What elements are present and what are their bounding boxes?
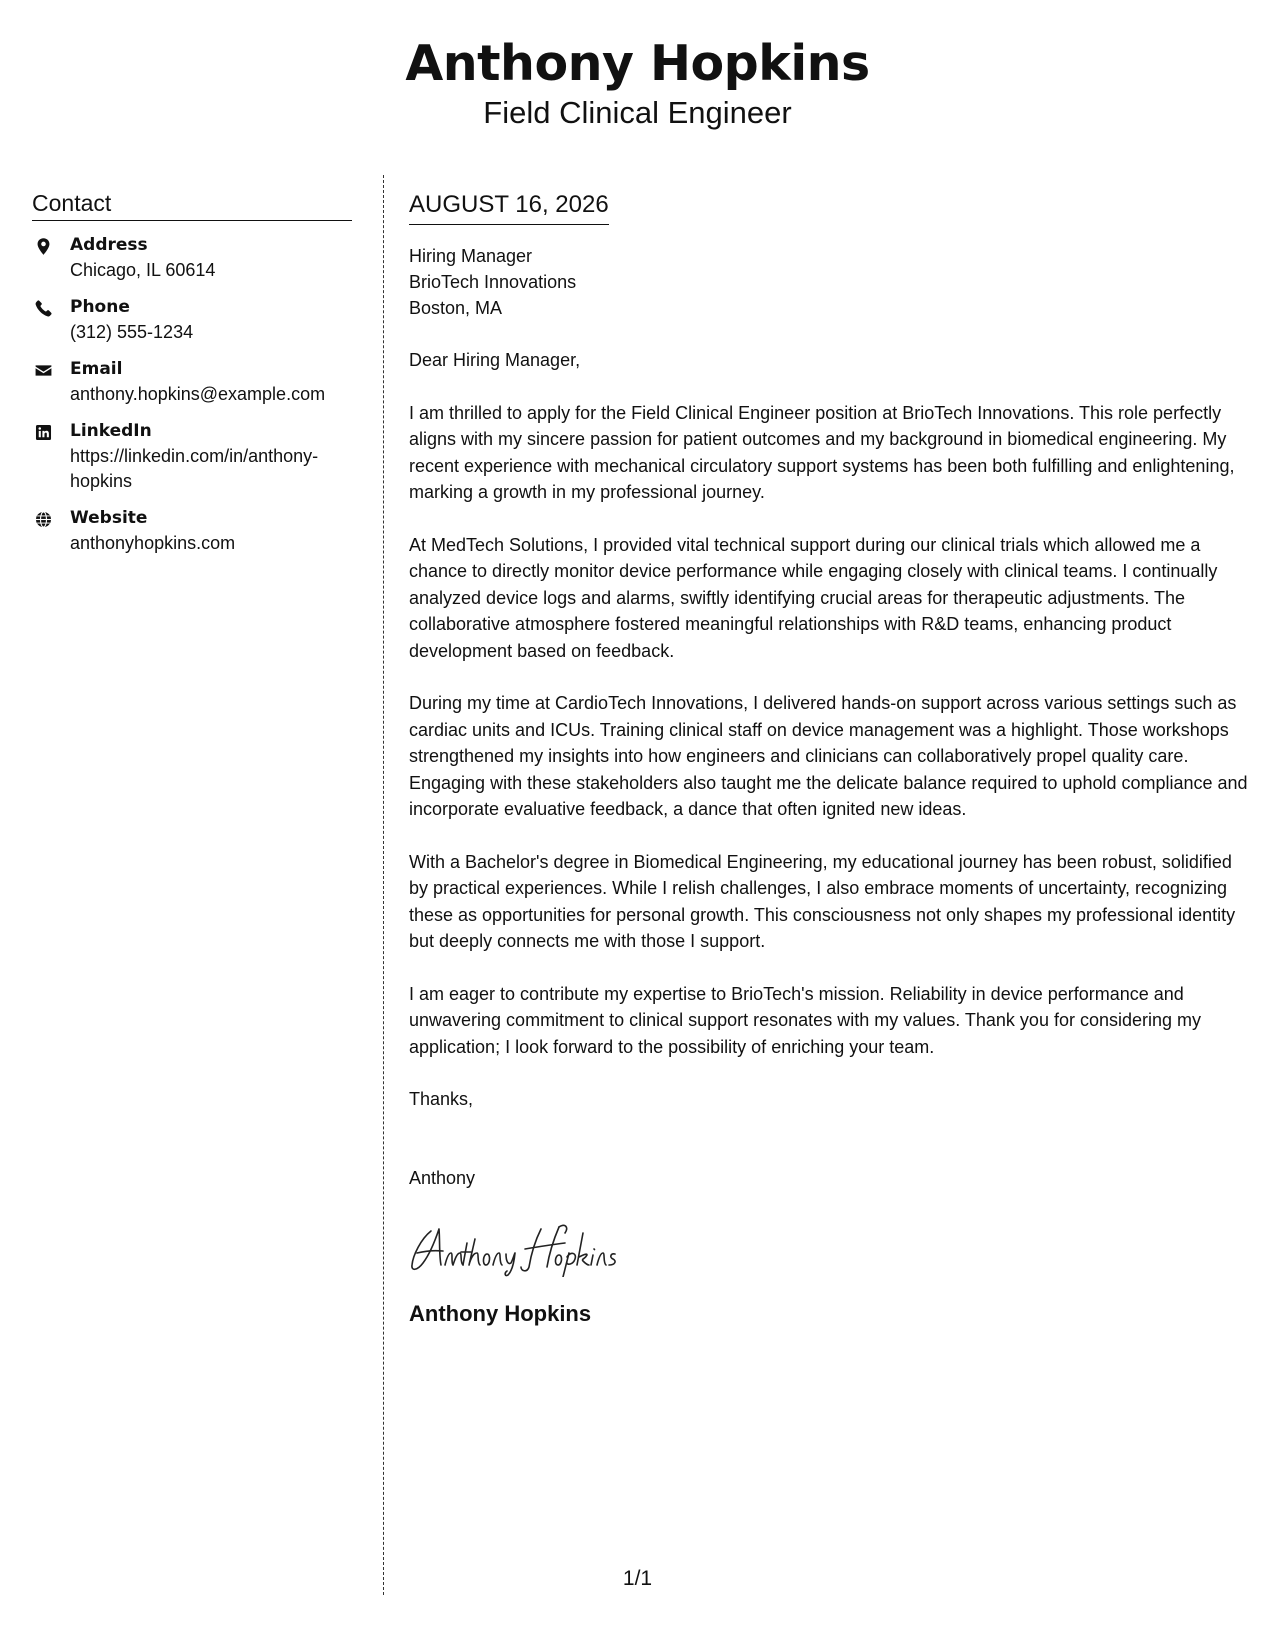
contact-value-email[interactable]: anthony.hopkins@example.com bbox=[70, 384, 326, 404]
globe-icon bbox=[32, 508, 54, 530]
salutation: Dear Hiring Manager, bbox=[409, 350, 581, 370]
handwritten-signature bbox=[409, 1221, 1254, 1277]
contact-address bbox=[32, 233, 352, 283]
column-divider bbox=[383, 175, 384, 1595]
contact-list bbox=[32, 233, 352, 556]
contact-website bbox=[32, 506, 352, 556]
envelope-icon bbox=[32, 359, 54, 381]
contact-label-website: Website bbox=[70, 508, 148, 528]
cover-letter-body bbox=[409, 190, 1254, 1328]
contact-label-email: Email bbox=[70, 359, 123, 379]
contact-phone bbox=[32, 295, 352, 345]
contact-value-phone: (312) 555-1234 bbox=[70, 322, 194, 342]
contact-email bbox=[32, 357, 352, 407]
letter-paragraph: At MedTech Solutions, I provided vital technical support during our clinical trials which allowed me a chance to directly monitor device performance while engaging closely with clinical teams. I continually analyzed device logs and alarms, swiftly identifying crucial areas for therapeutic adjustments. The collaborative atmosphere fostered meaningful relationships with R&D teams, enhancing product development based on feedback. bbox=[409, 534, 1218, 661]
page-header bbox=[0, 34, 1275, 132]
contact-value-website[interactable]: anthonyhopkins.com bbox=[70, 533, 236, 553]
closing: Thanks, bbox=[409, 1089, 474, 1109]
letter-paragraph: With a Bachelor's degree in Biomedical Engineering, my educational journey has been robust, solidified by practical experiences. While I relish challenges, I also embrace moments of uncertainty, recognizing these as opportunities for personal growth. This consciousness not only shapes my professional identity but deeply connects me with those I support. bbox=[409, 851, 1236, 951]
contact-value-address: Chicago, IL 60614 bbox=[70, 260, 216, 280]
contact-linkedin bbox=[32, 419, 352, 494]
contact-sidebar bbox=[32, 188, 352, 568]
recipient-line: BrioTech Innovations bbox=[409, 272, 577, 292]
recipient-block bbox=[409, 243, 1254, 321]
recipient-line: Hiring Manager bbox=[409, 246, 533, 266]
job-title: Field Clinical Engineer bbox=[483, 95, 792, 130]
contact-label-phone: Phone bbox=[70, 297, 130, 317]
contact-label-linkedin: LinkedIn bbox=[70, 421, 152, 441]
contact-value-linkedin[interactable]: https://linkedin.com/in/anthony-hopkins bbox=[70, 446, 319, 491]
sign-off-name: Anthony bbox=[409, 1167, 476, 1188]
signed-name: Anthony Hopkins bbox=[409, 1301, 592, 1326]
candidate-name: Anthony Hopkins bbox=[405, 35, 870, 92]
contact-heading: Contact bbox=[32, 188, 352, 221]
map-pin-icon bbox=[32, 235, 54, 257]
letter-paragraph: During my time at CardioTech Innovations, I delivered hands-on support across various settings such as cardiac units and ICUs. Training clinical staff on device management was a highlight. Those workshops strengthened my insights into how engineers and clinicians can collaboratively propel quality care. Engaging with these stakeholders also taught me the delicate balance required to uphold compliance and incorporate evaluative feedback, a dance that often ignited new ideas. bbox=[409, 693, 1248, 819]
linkedin-icon bbox=[32, 421, 54, 443]
page-number: 1/1 bbox=[622, 1567, 653, 1590]
letter-date: AUGUST 16, 2026 bbox=[409, 190, 609, 225]
letter-paragraph: I am eager to contribute my expertise to BrioTech's mission. Reliability in device performance and unwavering commitment to clinical support resonates with my values. Thank you for considering my application; I look forward to the possibility of enriching your team. bbox=[409, 983, 1202, 1057]
signature-image bbox=[409, 1221, 679, 1277]
recipient-line: Boston, MA bbox=[409, 298, 503, 318]
contact-label-address: Address bbox=[70, 235, 148, 255]
phone-icon bbox=[32, 297, 54, 319]
letter-paragraph: I am thrilled to apply for the Field Clinical Engineer position at BrioTech Innovations. This role perfectly aligns with my sincere passion for patient outcomes and my background in biomedical engineering. My recent experience with mechanical circulatory support systems has been both fulfilling and enlightening, marking a growth in my professional journey. bbox=[409, 402, 1235, 502]
